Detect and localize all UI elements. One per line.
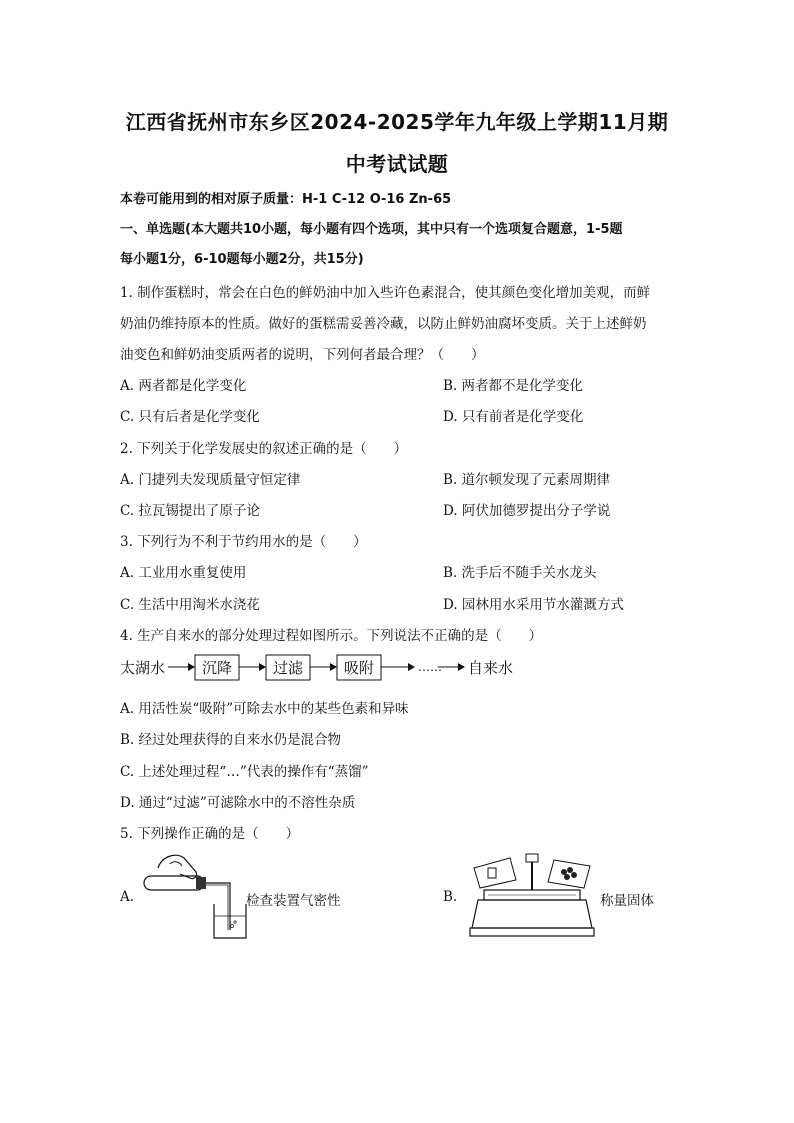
q5-option-b-letter: B.	[443, 889, 458, 905]
solid-granule-icon	[567, 867, 573, 873]
flow-dots: ……	[418, 660, 442, 674]
q5-stem: 5. 下列操作正确的是（ ）	[120, 826, 300, 842]
solid-granule-icon	[564, 874, 570, 880]
exam-title-line2: 中考试试题	[345, 152, 449, 176]
q1-option-b: B. 两者都不是化学变化	[443, 378, 584, 394]
flow-arrowhead	[259, 663, 266, 671]
q4-stem: 4. 生产自来水的部分处理过程如图所示。下列说法不正确的是（ ）	[120, 628, 543, 644]
hand-finger-icon	[170, 862, 182, 866]
q3-option-d: D. 园林用水采用节水灌溉方式	[443, 597, 624, 613]
q4-option-a: A. 用活性炭“吸附”可除去水中的某些色素和异味	[120, 701, 409, 717]
q3-option-c: C. 生活中用淘米水浇花	[120, 597, 260, 613]
q1-stem-line1: 1. 制作蛋糕时，常会在白色的鲜奶油中加入些许色素混合，使其颜色变化增加美观，而鲜	[120, 285, 651, 301]
q2-option-d: D. 阿伏加德罗提出分子学说	[443, 503, 611, 519]
right-paper-icon	[548, 860, 590, 888]
flow-arrowhead	[330, 663, 337, 671]
flow-result-label: 自来水	[468, 659, 514, 677]
atomic-masses: 本卷可能用到的相对原子质量：H-1 C-12 O-16 Zn-65	[120, 192, 452, 207]
hand-icon	[158, 855, 197, 878]
bubble-icon	[231, 925, 234, 928]
q4-option-c: C. 上述处理过程“…”代表的操作有“蒸馏”	[120, 764, 369, 780]
scale-knob-icon	[526, 854, 538, 862]
left-paper-icon	[474, 858, 516, 888]
q1-stem-line3: 油变色和鲜奶油变质两者的说明，下列何者最合理？（ ）	[120, 347, 485, 363]
flow-step3-label: 吸附	[343, 659, 375, 677]
q5-option-a-letter: A.	[120, 889, 135, 905]
q4-option-b: B. 经过处理获得的自来水仍是混合物	[120, 732, 342, 748]
flow-arrowhead	[458, 663, 465, 671]
q1-option-d: D. 只有前者是化学变化	[443, 409, 584, 425]
q3-option-a: A. 工业用水重复使用	[120, 565, 247, 581]
flow-source-label: 太湖水	[120, 659, 166, 677]
balance-scale-illustration	[468, 850, 596, 944]
airtightness-check-illustration	[140, 850, 250, 942]
q5-option-b-caption: 称量固体	[600, 893, 654, 909]
q4-option-d: D. 通过“过滤”可滤除水中的不溶性杂质	[120, 795, 356, 811]
q1-option-a: A. 两者都是化学变化	[120, 378, 247, 394]
delivery-tube-icon	[206, 883, 230, 930]
solid-granule-icon	[561, 869, 567, 875]
bubble-icon	[234, 921, 236, 923]
stopper-icon	[196, 877, 206, 889]
q2-option-b: B. 道尔顿发现了元素周期律	[443, 472, 611, 488]
q3-option-b: B. 洗手后不随手关水龙头	[443, 565, 597, 581]
flow-step2-label: 过滤	[272, 659, 304, 677]
q2-option-a: A. 门捷列夫发现质量守恒定律	[120, 472, 301, 488]
weight-icon	[488, 868, 496, 878]
q5-option-a-caption: 检查装置气密性	[246, 893, 341, 909]
section-heading-line1: 一、单选题(本大题共10小题，每小题有四个选项，其中只有一个选项复合题意，1-5题	[120, 222, 623, 237]
solid-granule-icon	[571, 872, 577, 878]
delivery-tube-inner-icon	[206, 885, 228, 930]
q3-stem: 3. 下列行为不利于节约用水的是（ ）	[120, 534, 367, 550]
scale-base-icon	[472, 900, 592, 928]
flow-arrowhead	[408, 663, 415, 671]
section-heading-line2: 每小题1分，6-10题每小题2分，共15分)	[120, 252, 364, 267]
q2-stem: 2. 下列关于化学发展史的叙述正确的是（ ）	[120, 441, 408, 457]
exam-title-line1: 江西省抚州市东乡区2024-2025学年九年级上学期11月期	[125, 110, 669, 134]
flow-arrowhead	[188, 663, 195, 671]
q2-option-c: C. 拉瓦锡提出了原子论	[120, 503, 260, 519]
scale-foot-icon	[470, 928, 594, 936]
flow-step1-label: 沉降	[201, 659, 233, 677]
water-treatment-flow-diagram	[120, 652, 540, 684]
q1-option-c: C. 只有后者是化学变化	[120, 409, 260, 425]
q1-stem-line2: 奶油仍维持原本的性质。做好的蛋糕需妥善冷藏，以防止鲜奶油腐坏变质。关于上述鲜奶	[120, 316, 647, 332]
